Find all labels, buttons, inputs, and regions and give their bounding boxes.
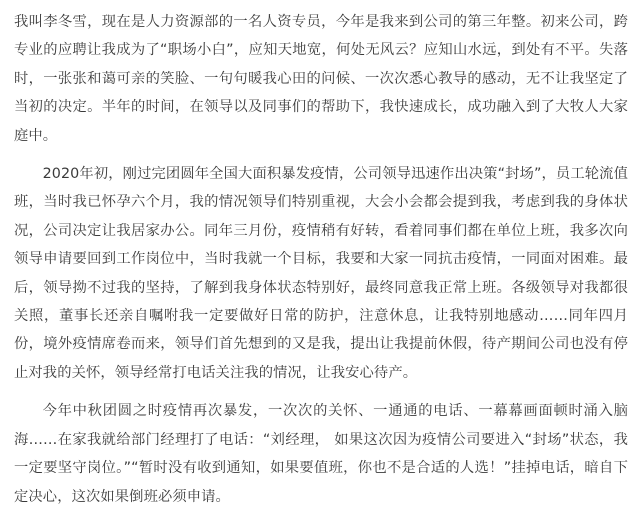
paragraph-3: 今年中秋团圆之时疫情再次暴发，一次次的关怀、一通通的电话、一幕幕画面顿时涌入脑海……在家我就给部门经理打了电话：“刘经理， 如果这次因为疫情公司要进入“封场”状态，我一定要坚守岗位。”“暂时没有收到通知，如果要值班，你也不是合适的人选！”挂掉电话，暗自下定决心，这次如果倒班必须申请。 (14, 403, 628, 505)
paragraph-2: 2020年初，刚过完团圆年全国大面积暴发疫情，公司领导迅速作出决策“封场”，员工轮流值班，当时我已怀孕六个月，我的情况领导们特别重视，大会小会都会提到我，考虑到我的身体状况，公司决定让我居家办公。同年三月份，疫情稍有好转，看着同事们都在单位上班，我多次向领导申请要回到工作岗位中，当时我就一个目标，我要和大家一同抗击疫情，一同面对困难。最后，领导拗不过我的坚持，了解到我身体状态特别好，最终同意我正常上班。各级领导对我都很关照，董事长还亲自嘱咐我一定要做好日常的防护，注意休息，让我特别地感动……同年四月份，境外疫情席卷而来，领导们首先想到的又是我，提出让我提前休假，待产期间公司也没有停止对我的关怀，领导经常打电话关注我的情况，让我安心待产。 (14, 166, 628, 381)
paragraph-spacer (14, 389, 628, 397)
paragraph-spacer (14, 152, 628, 160)
paragraph-1: 我叫李冬雪，现在是人力资源部的一名人资专员，今年是我来到公司的第三年整。初来公司，跨专业的应聘让我成为了“职场小白”，应知天地宽，何处无风云？应知山水远，到处有不平。失落时，一张张和蔼可亲的笑脸、一句句暖我心田的问候、一次次悉心教导的感动，无不让我坚定了当初的决定。半年的时间，在领导以及同事们的帮助下，我快速成长，成功融入到了大牧人大家庭中。 (14, 14, 628, 144)
